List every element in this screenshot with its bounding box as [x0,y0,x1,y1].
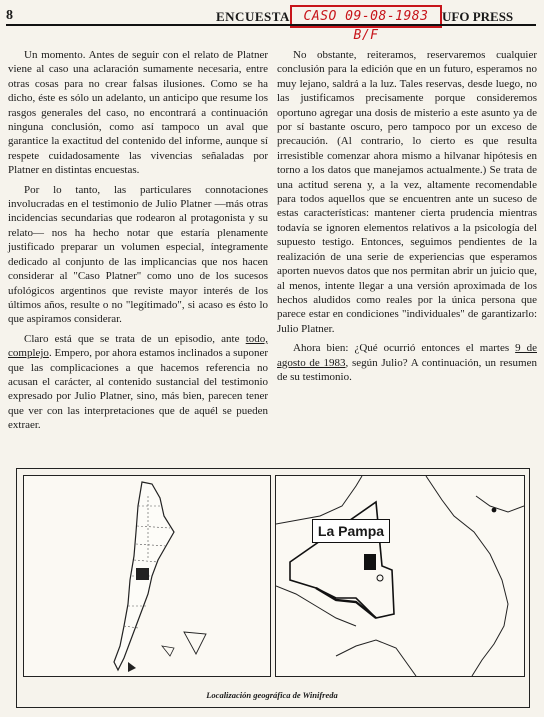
underlined-phrase: todo, complejo [8,332,268,360]
handwritten-case-note: CASO 09-08-1983 B/F [290,5,442,28]
city-dot [492,508,497,513]
antarctic-sector [184,632,206,654]
paragraph: Claro está que se trata de un episodio, ante todo, complejo. Empero, por ahora estamos inclinados a suponer que las complicaciones a que hacemos referencia no acusan el carácter, al contenido sustancial del testimonio expresado por Julio Platner, sino, más bien, parecen tener que ver con las interpretaciones que de aquél se pueden extraer. [8,332,268,432]
figure-caption: Localización geográfica de Winifreda [206,690,338,700]
la-pampa-detail-map [275,475,525,677]
argentina-map [23,475,271,677]
islas-malvinas [162,646,174,656]
tierra-del-fuego [128,662,136,672]
la-pampa-graphic [276,476,524,676]
map-figure [16,468,530,708]
header-rule [6,24,536,26]
article-column-left [8,48,268,438]
paragraph: No obstante, reiteramos, reservaremos cualquier conclusión para la edición que en un futuro, esperamos no muy lejano, saldrá a la luz. Tales reservas, desde luego, no las justificamos precisamente porque consideremos oportuno agregar una dosis de misterio a este asunto ya de por sí bastante oscuro, pero tampoco por un exceso de precaución. (Al contrario, lo cierto es que resulta irresistible comenzar ahora mismo a hilvanar hipótesis en torno a los datos que manejamos actualmente.) Se trata de una actitud serena y, a la vez, altamente recomendable para todos aquellos que se encuentren ante un suceso de estas características: mantener cierta prudencia mientras todavía se ignoren elementos relativos a la psicología del supuesto testigo. Entonces, seguimos pendientes de la realización de una serie de experiencias que esperamos aporten nuevos datos que nos permitan abrir un juicio que, al menos, intente llegar a una versión aproximada de los hechos aludidos como reales por la única persona que parece estar en condiciones "individuales" de garantizarlo: Julio Platner. [277,49,537,335]
paragraph: Un momento. Antes de seguir con el relato de Platner viene al caso una aclaración sumamente necesaria, entre otras cosas para no crear falsas ilusiones. Como se ha dicho, éste es sólo un adelanto, un anticipo que resume los rasgos generales del caso, no encontrará a continuación ninguna conclusión, como así tampoco un aval que garantice la exactitud del contenido del informe, aunque sí respete cuidadosamente las vivencias señaladas por Platner en distintas encuestas. [8,49,268,177]
page-number: 8 [6,8,13,23]
winifreda-marker [364,554,376,570]
paragraph: Por lo tanto, las particulares connotaciones involucradas en el testimonio de Julio Platner —más otras incidencias secundarias que rodearon al protagonista y su relato— nos ha hecho notar que estaría plenamente justificado preparar un volumen especial, íntegramente dedicado al conjunto de las implicancias que nos hacen considerar al "Caso Platner" como uno de los sucesos ufológicos argentinos que reviste mayor interés de los últimos años, resulte o no "legítimado", si acaso es ésto lo que aspiramos considerar. [8,183,268,326]
la-pampa-highlight [136,568,149,580]
river [316,588,376,618]
paragraph: Ahora bien: ¿Qué ocurrió entonces el martes 9 de agosto de 1983, según Julio? A continuación, un resumen de su testimonio. [277,342,537,383]
article-column-right [277,48,537,389]
argentina-outline-graphic [24,476,270,676]
town-dot [377,575,383,581]
section-title: ENCUESTA [216,9,290,24]
map-label-la-pampa: La Pampa [312,519,390,543]
regional-borders [276,476,524,676]
underlined-date: 9 de agosto de 1983 [277,342,537,369]
publication-name: UFO PRESS [442,9,514,24]
